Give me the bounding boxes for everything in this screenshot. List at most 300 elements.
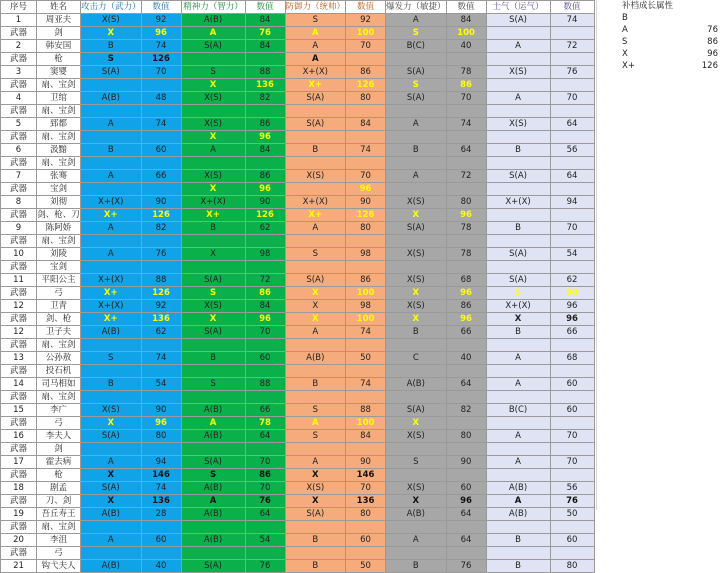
value-cell[interactable]: 70 <box>141 66 181 79</box>
value-cell[interactable]: 80 <box>446 196 486 209</box>
grade-cell[interactable]: X(S) <box>486 66 550 79</box>
value-cell[interactable] <box>446 547 486 560</box>
value-cell[interactable] <box>550 339 594 352</box>
grade-cell[interactable]: S(A) <box>181 456 245 469</box>
seq-cell[interactable]: 武器 <box>1 53 37 66</box>
grade-cell[interactable] <box>486 521 550 534</box>
grade-cell[interactable] <box>386 53 447 66</box>
grade-cell[interactable]: S(A) <box>386 222 447 235</box>
value-cell[interactable]: 76 <box>141 248 181 261</box>
value-cell[interactable]: 64 <box>446 534 486 547</box>
grade-cell[interactable]: B <box>486 144 550 157</box>
value-cell[interactable]: 96 <box>446 287 486 300</box>
grade-cell[interactable] <box>486 443 550 456</box>
value-cell[interactable] <box>245 157 285 170</box>
grade-cell[interactable]: X+ <box>81 287 142 300</box>
grade-cell[interactable]: A(B) <box>386 508 447 521</box>
value-cell[interactable]: 136 <box>346 495 386 508</box>
name-cell[interactable]: 刘陵 <box>37 248 81 261</box>
value-cell[interactable]: 82 <box>245 92 285 105</box>
value-cell[interactable]: 136 <box>141 495 181 508</box>
seq-cell[interactable]: 1 <box>1 14 37 27</box>
grade-cell[interactable] <box>386 105 447 118</box>
column-header[interactable]: 数值 <box>245 1 285 14</box>
grade-cell[interactable] <box>486 53 550 66</box>
value-cell[interactable]: 96 <box>245 313 285 326</box>
value-cell[interactable]: 86 <box>446 300 486 313</box>
grade-cell[interactable] <box>386 469 447 482</box>
seq-cell[interactable]: 武器 <box>1 469 37 482</box>
value-cell[interactable]: 64 <box>550 118 594 131</box>
grade-cell[interactable]: A <box>181 495 245 508</box>
grade-cell[interactable]: X <box>285 300 346 313</box>
value-cell[interactable]: 70 <box>245 456 285 469</box>
seq-cell[interactable]: 武器 <box>1 443 37 456</box>
grade-cell[interactable]: S(A) <box>81 430 142 443</box>
name-cell[interactable]: 吾丘寿王 <box>37 508 81 521</box>
value-cell[interactable]: 100 <box>346 417 386 430</box>
grade-cell[interactable]: S(A) <box>181 274 245 287</box>
grade-cell[interactable]: S(A) <box>285 118 346 131</box>
value-cell[interactable] <box>141 365 181 378</box>
value-cell[interactable]: 74 <box>141 482 181 495</box>
name-cell[interactable]: 剑 <box>37 443 81 456</box>
grade-cell[interactable] <box>81 183 142 196</box>
value-cell[interactable]: 40 <box>141 560 181 573</box>
value-cell[interactable] <box>550 209 594 222</box>
grade-cell[interactable]: A <box>81 456 142 469</box>
grade-cell[interactable]: S <box>181 378 245 391</box>
grade-cell[interactable] <box>486 547 550 560</box>
value-cell[interactable]: 66 <box>550 326 594 339</box>
value-cell[interactable]: 96 <box>550 300 594 313</box>
grade-cell[interactable]: X(S) <box>81 404 142 417</box>
grade-cell[interactable]: A(B) <box>81 508 142 521</box>
name-cell[interactable]: 汲黯 <box>37 144 81 157</box>
seq-cell[interactable]: 3 <box>1 66 37 79</box>
name-cell[interactable]: 剑、枪 <box>37 313 81 326</box>
grade-cell[interactable]: A(B) <box>181 404 245 417</box>
column-header[interactable]: 数值 <box>346 1 386 14</box>
grade-cell[interactable]: X+(X) <box>81 300 142 313</box>
grade-cell[interactable] <box>486 469 550 482</box>
value-cell[interactable]: 78 <box>245 417 285 430</box>
name-cell[interactable]: 卫绾 <box>37 92 81 105</box>
name-cell[interactable]: 枪 <box>37 53 81 66</box>
value-cell[interactable]: 88 <box>346 404 386 417</box>
grade-cell[interactable] <box>486 365 550 378</box>
value-cell[interactable]: 126 <box>141 53 181 66</box>
value-cell[interactable] <box>550 261 594 274</box>
grade-cell[interactable] <box>486 235 550 248</box>
seq-cell[interactable]: 6 <box>1 144 37 157</box>
value-cell[interactable]: 76 <box>245 27 285 40</box>
seq-cell[interactable]: 5 <box>1 118 37 131</box>
grade-cell[interactable]: X(S) <box>486 118 550 131</box>
grade-cell[interactable]: B <box>486 560 550 573</box>
name-cell[interactable]: 剑 <box>37 27 81 40</box>
name-cell[interactable]: 平阳公主 <box>37 274 81 287</box>
grade-cell[interactable]: B <box>386 326 447 339</box>
value-cell[interactable] <box>346 547 386 560</box>
grade-cell[interactable]: B <box>285 534 346 547</box>
value-cell[interactable] <box>346 53 386 66</box>
name-cell[interactable]: 弓 <box>37 287 81 300</box>
name-cell[interactable]: 公孙敖 <box>37 352 81 365</box>
value-cell[interactable]: 94 <box>550 196 594 209</box>
grade-cell[interactable] <box>81 339 142 352</box>
grade-cell[interactable] <box>486 105 550 118</box>
value-cell[interactable]: 60 <box>245 352 285 365</box>
value-cell[interactable]: 80 <box>346 222 386 235</box>
grade-cell[interactable]: A <box>285 222 346 235</box>
value-cell[interactable]: 68 <box>446 274 486 287</box>
value-cell[interactable]: 70 <box>346 482 386 495</box>
grade-cell[interactable] <box>285 157 346 170</box>
grade-cell[interactable] <box>486 27 550 40</box>
grade-cell[interactable] <box>181 105 245 118</box>
grade-cell[interactable]: A <box>285 417 346 430</box>
name-cell[interactable]: 李夫人 <box>37 430 81 443</box>
name-cell[interactable]: 韩安国 <box>37 40 81 53</box>
value-cell[interactable]: 96 <box>245 131 285 144</box>
seq-cell[interactable]: 武器 <box>1 495 37 508</box>
value-cell[interactable]: 78 <box>446 248 486 261</box>
value-cell[interactable] <box>346 521 386 534</box>
value-cell[interactable]: 60 <box>346 534 386 547</box>
grade-cell[interactable]: A(B) <box>81 560 142 573</box>
value-cell[interactable]: 136 <box>245 79 285 92</box>
grade-cell[interactable]: A <box>81 534 142 547</box>
grade-cell[interactable]: A <box>386 14 447 27</box>
grade-cell[interactable]: B <box>81 144 142 157</box>
value-cell[interactable]: 70 <box>346 40 386 53</box>
grade-cell[interactable] <box>386 521 447 534</box>
seq-cell[interactable]: 11 <box>1 274 37 287</box>
grade-cell[interactable]: A <box>486 40 550 53</box>
grade-cell[interactable]: A <box>386 170 447 183</box>
grade-cell[interactable] <box>285 105 346 118</box>
grade-cell[interactable]: S <box>285 430 346 443</box>
grade-cell[interactable]: X <box>81 469 142 482</box>
grade-cell[interactable]: S(A) <box>386 66 447 79</box>
value-cell[interactable]: 74 <box>346 326 386 339</box>
grade-cell[interactable]: S <box>181 469 245 482</box>
value-cell[interactable]: 96 <box>550 313 594 326</box>
value-cell[interactable] <box>446 391 486 404</box>
value-cell[interactable]: 86 <box>245 118 285 131</box>
growth-attribute-row[interactable] <box>620 36 720 48</box>
seq-cell[interactable]: 武器 <box>1 79 37 92</box>
name-cell[interactable]: 窦婴 <box>37 66 81 79</box>
grade-cell[interactable] <box>81 365 142 378</box>
value-cell[interactable] <box>550 547 594 560</box>
name-cell[interactable]: 投石机 <box>37 365 81 378</box>
value-cell[interactable] <box>550 79 594 92</box>
value-cell[interactable]: 70 <box>245 482 285 495</box>
value-cell[interactable]: 86 <box>346 66 386 79</box>
value-cell[interactable]: 28 <box>141 508 181 521</box>
name-cell[interactable]: 宝剑 <box>37 261 81 274</box>
grade-cell[interactable] <box>386 183 447 196</box>
grade-cell[interactable]: X+ <box>81 313 142 326</box>
value-cell[interactable]: 74 <box>346 144 386 157</box>
value-cell[interactable] <box>141 183 181 196</box>
grade-cell[interactable]: A <box>386 118 447 131</box>
value-cell[interactable]: 80 <box>446 430 486 443</box>
value-cell[interactable]: 98 <box>346 248 386 261</box>
name-cell[interactable]: 钩弋夫人 <box>37 560 81 573</box>
name-cell[interactable]: 卫子夫 <box>37 326 81 339</box>
grade-cell[interactable]: B <box>386 560 447 573</box>
grade-cell[interactable]: B <box>81 378 142 391</box>
grade-cell[interactable]: S <box>386 456 447 469</box>
grade-cell[interactable]: A <box>181 144 245 157</box>
grade-cell[interactable]: X <box>81 27 142 40</box>
value-cell[interactable]: 90 <box>141 196 181 209</box>
value-cell[interactable]: 126 <box>346 79 386 92</box>
grade-cell[interactable]: A <box>81 118 142 131</box>
name-cell[interactable]: 扇、宝剑 <box>37 79 81 92</box>
value-cell[interactable]: 100 <box>346 287 386 300</box>
grade-cell[interactable]: A(B) <box>285 352 346 365</box>
grade-cell[interactable]: B <box>181 222 245 235</box>
column-header[interactable]: 爆发力（敏捷） <box>386 2 446 12</box>
grade-cell[interactable] <box>81 157 142 170</box>
seq-cell[interactable]: 武器 <box>1 27 37 40</box>
value-cell[interactable]: 84 <box>245 300 285 313</box>
name-cell[interactable]: 周亚夫 <box>37 14 81 27</box>
grade-cell[interactable]: X <box>386 209 447 222</box>
value-cell[interactable]: 88 <box>245 66 285 79</box>
value-cell[interactable]: 76 <box>245 495 285 508</box>
value-cell[interactable]: 60 <box>141 534 181 547</box>
grade-cell[interactable]: S <box>486 287 550 300</box>
grade-cell[interactable]: S(A) <box>285 92 346 105</box>
value-cell[interactable]: 64 <box>446 508 486 521</box>
grade-cell[interactable]: X(S) <box>181 300 245 313</box>
value-cell[interactable] <box>245 391 285 404</box>
name-cell[interactable]: 弓 <box>37 417 81 430</box>
grade-cell[interactable] <box>486 417 550 430</box>
value-cell[interactable] <box>446 417 486 430</box>
grade-cell[interactable]: A <box>181 27 245 40</box>
value-cell[interactable] <box>446 469 486 482</box>
grade-cell[interactable]: X(S) <box>386 430 447 443</box>
grade-cell[interactable] <box>386 339 447 352</box>
grade-cell[interactable]: X(S) <box>181 170 245 183</box>
grade-cell[interactable]: X <box>285 287 346 300</box>
name-cell[interactable]: 刀、剑 <box>37 495 81 508</box>
grade-cell[interactable]: S(A) <box>81 482 142 495</box>
column-header[interactable]: 数值 <box>446 1 486 14</box>
value-cell[interactable]: 60 <box>550 534 594 547</box>
column-header[interactable]: 精神力（智力） <box>181 1 245 14</box>
value-cell[interactable] <box>550 105 594 118</box>
value-cell[interactable]: 78 <box>446 66 486 79</box>
seq-cell[interactable]: 2 <box>1 40 37 53</box>
grade-cell[interactable]: S(A) <box>486 14 550 27</box>
value-cell[interactable]: 80 <box>550 560 594 573</box>
seq-cell[interactable]: 8 <box>1 196 37 209</box>
value-cell[interactable] <box>346 157 386 170</box>
value-cell[interactable] <box>245 235 285 248</box>
value-cell[interactable] <box>446 105 486 118</box>
value-cell[interactable] <box>245 105 285 118</box>
grade-cell[interactable] <box>81 521 142 534</box>
value-cell[interactable]: 48 <box>141 92 181 105</box>
name-cell[interactable]: 刘彻 <box>37 196 81 209</box>
value-cell[interactable]: 126 <box>346 209 386 222</box>
value-cell[interactable]: 82 <box>446 404 486 417</box>
value-cell[interactable] <box>141 157 181 170</box>
seq-cell[interactable]: 15 <box>1 404 37 417</box>
value-cell[interactable]: 78 <box>446 222 486 235</box>
grade-cell[interactable]: X(S) <box>285 482 346 495</box>
value-cell[interactable]: 60 <box>446 482 486 495</box>
grade-cell[interactable]: B <box>181 352 245 365</box>
value-cell[interactable]: 76 <box>550 495 594 508</box>
value-cell[interactable] <box>446 183 486 196</box>
grade-cell[interactable]: X(S) <box>386 482 447 495</box>
grade-cell[interactable]: A <box>81 248 142 261</box>
value-cell[interactable] <box>245 521 285 534</box>
grade-cell[interactable] <box>181 443 245 456</box>
value-cell[interactable] <box>245 339 285 352</box>
value-cell[interactable] <box>141 261 181 274</box>
value-cell[interactable] <box>446 131 486 144</box>
grade-cell[interactable]: S(A) <box>181 326 245 339</box>
value-cell[interactable]: 70 <box>550 430 594 443</box>
seq-cell[interactable]: 17 <box>1 456 37 469</box>
grade-cell[interactable]: X(S) <box>386 196 447 209</box>
value-cell[interactable] <box>141 105 181 118</box>
value-cell[interactable] <box>550 469 594 482</box>
value-cell[interactable] <box>141 131 181 144</box>
grade-cell[interactable]: A(B) <box>181 14 245 27</box>
value-cell[interactable] <box>346 261 386 274</box>
value-cell[interactable]: 84 <box>346 430 386 443</box>
value-cell[interactable]: 80 <box>346 508 386 521</box>
value-cell[interactable]: 80 <box>141 430 181 443</box>
grade-cell[interactable]: X <box>81 417 142 430</box>
name-cell[interactable]: 宝剑 <box>37 183 81 196</box>
value-cell[interactable] <box>446 53 486 66</box>
grade-cell[interactable]: B(C) <box>486 404 550 417</box>
name-cell[interactable]: 扇、宝剑 <box>37 391 81 404</box>
name-cell[interactable]: 卫青 <box>37 300 81 313</box>
value-cell[interactable]: 126 <box>245 209 285 222</box>
seq-cell[interactable]: 武器 <box>1 339 37 352</box>
growth-attribute-row[interactable] <box>620 24 720 36</box>
name-cell[interactable]: 司马相如 <box>37 378 81 391</box>
grade-cell[interactable]: A(B) <box>486 482 550 495</box>
value-cell[interactable]: 54 <box>141 378 181 391</box>
value-cell[interactable]: 72 <box>446 170 486 183</box>
value-cell[interactable] <box>550 391 594 404</box>
value-cell[interactable] <box>446 521 486 534</box>
grade-cell[interactable]: A <box>486 92 550 105</box>
grade-cell[interactable]: A <box>81 222 142 235</box>
seq-cell[interactable]: 19 <box>1 508 37 521</box>
value-cell[interactable]: 74 <box>141 352 181 365</box>
value-cell[interactable]: 70 <box>550 456 594 469</box>
value-cell[interactable]: 98 <box>346 300 386 313</box>
value-cell[interactable] <box>550 417 594 430</box>
value-cell[interactable]: 100 <box>346 313 386 326</box>
value-cell[interactable] <box>245 547 285 560</box>
value-cell[interactable]: 50 <box>346 352 386 365</box>
value-cell[interactable] <box>245 53 285 66</box>
grade-cell[interactable] <box>181 547 245 560</box>
grade-cell[interactable]: X+(X) <box>285 196 346 209</box>
value-cell[interactable]: 100 <box>446 27 486 40</box>
seq-cell[interactable]: 武器 <box>1 521 37 534</box>
value-cell[interactable]: 70 <box>245 326 285 339</box>
grade-cell[interactable]: B <box>285 378 346 391</box>
grade-cell[interactable]: S(A) <box>386 404 447 417</box>
grade-cell[interactable] <box>181 365 245 378</box>
grade-cell[interactable] <box>486 79 550 92</box>
grade-cell[interactable] <box>386 131 447 144</box>
grade-cell[interactable]: X+(X) <box>486 196 550 209</box>
grade-cell[interactable]: S(A) <box>386 92 447 105</box>
value-cell[interactable]: 76 <box>550 66 594 79</box>
grade-cell[interactable]: X(S) <box>285 170 346 183</box>
grade-cell[interactable] <box>386 391 447 404</box>
seq-cell[interactable]: 武器 <box>1 365 37 378</box>
seq-cell[interactable]: 武器 <box>1 547 37 560</box>
grade-cell[interactable]: S <box>285 248 346 261</box>
seq-cell[interactable]: 武器 <box>1 183 37 196</box>
value-cell[interactable] <box>550 157 594 170</box>
seq-cell[interactable]: 武器 <box>1 391 37 404</box>
seq-cell[interactable]: 武器 <box>1 131 37 144</box>
value-cell[interactable] <box>245 261 285 274</box>
grade-cell[interactable]: X <box>386 313 447 326</box>
grade-cell[interactable]: A(B) <box>386 378 447 391</box>
name-cell[interactable]: 陈阿娇 <box>37 222 81 235</box>
value-cell[interactable]: 88 <box>141 274 181 287</box>
grade-cell[interactable]: S <box>386 79 447 92</box>
seq-cell[interactable]: 18 <box>1 482 37 495</box>
grade-cell[interactable]: B <box>285 560 346 573</box>
grade-cell[interactable] <box>486 261 550 274</box>
value-cell[interactable] <box>141 235 181 248</box>
value-cell[interactable]: 56 <box>550 144 594 157</box>
value-cell[interactable]: 84 <box>446 14 486 27</box>
value-cell[interactable]: 136 <box>141 313 181 326</box>
value-cell[interactable]: 56 <box>550 482 594 495</box>
value-cell[interactable]: 96 <box>141 27 181 40</box>
grade-cell[interactable] <box>386 443 447 456</box>
grade-cell[interactable]: A(B) <box>181 508 245 521</box>
grade-cell[interactable]: X+ <box>285 209 346 222</box>
grade-cell[interactable] <box>181 391 245 404</box>
value-cell[interactable]: 76 <box>446 560 486 573</box>
grade-cell[interactable] <box>486 131 550 144</box>
value-cell[interactable]: 64 <box>446 378 486 391</box>
grade-cell[interactable]: X+ <box>285 79 346 92</box>
grade-cell[interactable]: X+ <box>181 209 245 222</box>
name-cell[interactable]: 扇、宝剑 <box>37 235 81 248</box>
grade-cell[interactable]: X <box>285 469 346 482</box>
value-cell[interactable]: 66 <box>245 404 285 417</box>
value-cell[interactable] <box>550 53 594 66</box>
growth-attribute-row[interactable] <box>620 48 720 60</box>
value-cell[interactable]: 90 <box>550 287 594 300</box>
grade-cell[interactable]: S(A) <box>285 508 346 521</box>
